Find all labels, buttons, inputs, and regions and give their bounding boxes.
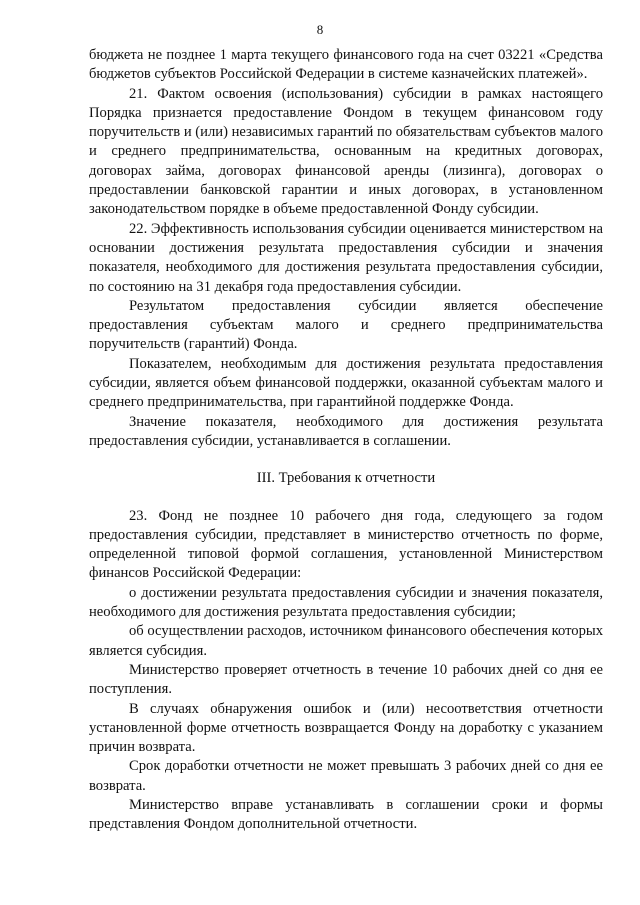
paragraph-rework-term: Срок доработки отчетности не может превышать 3 рабочих дней со дня ее возврата. <box>89 758 603 794</box>
paragraph-additional-reporting: Министерство вправе устанавливать в соглашении сроки и формы представления Фондом дополнительной отчетности. <box>89 796 603 833</box>
paragraph-report-results: о достижении результата предоставления субсидии и значения показателя, необходимого для достижения результата предоставления субсидии; <box>89 584 603 621</box>
paragraph-22: 22. Эффективность использования субсидии оценивается министерством на основании достижения результата предоставления субсидии и значения показателя, необходимого для достижения результата предоставления субсидии, по состоянию на 31 декабря года предоставления субсидии. <box>89 220 603 295</box>
paragraph-result: Результатом предоставления субсидии является обеспечение предоставления субъектам малого и среднего предпринимательства поручительств (гарантий) Фонда. <box>89 297 603 353</box>
paragraph-errors-return: В случаях обнаружения ошибок и (или) несоответствия отчетности установленной форме отчетность возвращается Фонду на доработку с указанием причин возврата. <box>89 700 603 756</box>
document-body <box>89 46 603 835</box>
paragraph-report-expenses: об осуществлении расходов, источником финансового обеспечения которых является субсидия. <box>89 623 603 659</box>
paragraph-ministry-check: Министерство проверяет отчетность в течение 10 рабочих дней со дня ее поступления. <box>89 661 603 698</box>
section-heading: III. Требования к отчетности <box>256 470 436 487</box>
paragraph-21: 21. Фактом освоения (использования) субсидии в рамках настоящего Порядка признается предоставление Фондом в текущем финансовом году поручительств и (или) независимых гарантий по обязательствам субъектов малого и среднего предпринимательства, основанным на кредитных договорах, договорах займа, договорах финансовой аренды (лизинга), договорах о предоставлении банковской гарантии и иных договорах, в установленном законодательством порядке в объеме предоставленной Фонду субсидии. <box>89 85 603 218</box>
page-number: 8 <box>316 22 324 37</box>
paragraph-indicator-value: Значение показателя, необходимого для достижения результата предоставления субсидии, устанавливается в соглашении. <box>89 413 603 449</box>
paragraph-indicator: Показателем, необходимым для достижения результата предоставления субсидии, является объем финансовой поддержки, оказанной субъектам малого и среднего предпринимательства, при гарантийной поддержке Фонда. <box>89 355 603 411</box>
paragraph-continuation: бюджета не позднее 1 марта текущего финансового года на счет 03221 «Средства бюджетов субъектов Российской Федерации в системе казначейских платежей». <box>89 47 603 83</box>
paragraph-23: 23. Фонд не позднее 10 рабочего дня года, следующего за годом предоставления субсидии, представляет в министерство отчетность по форме, определенной типовой формой соглашения, установленной Министерством финансов Российской Федерации: <box>89 507 603 582</box>
